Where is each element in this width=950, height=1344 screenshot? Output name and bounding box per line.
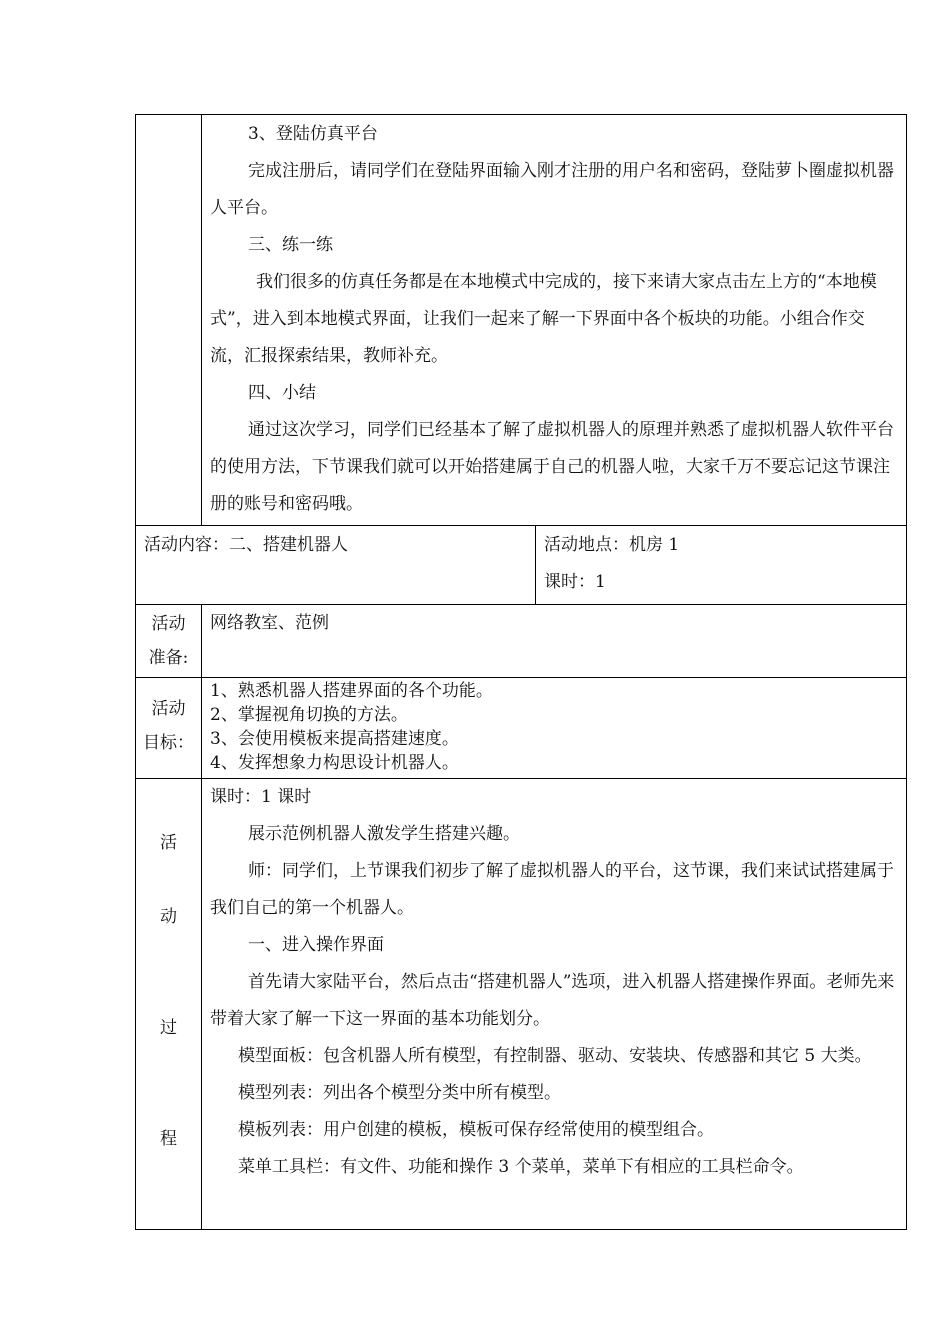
paragraph: 通过这次学习，同学们已经基本了解了虚拟机器人的原理并熟悉了虚拟机器人软件平台的使用方法，下节课我们就可以开始搭建属于自己的机器人啦，大家千万不要忘记这节课注册的账号和密码哦。 [210, 420, 894, 514]
table-row-preparation [136, 605, 907, 678]
paragraph: 完成注册后，请同学们在登陆界面输入刚才注册的用户名和密码，登陆萝卜圈虚拟机器人平台。 [210, 161, 894, 218]
activity-content: 活动内容：二、搭建机器人 [144, 535, 348, 555]
goals-label-line2: 目标： [143, 733, 194, 753]
goal-item: 4、发挥想象力构思设计机器人。 [210, 753, 459, 773]
process-label-char: 程 [160, 1129, 177, 1149]
paragraph: 模板列表：用户创建的模板，模板可保存经常使用的模型组合。 [238, 1120, 714, 1140]
goal-item: 2、掌握视角切换的方法。 [210, 705, 408, 725]
prep-value: 网络教室、范例 [210, 613, 329, 633]
table-row-goals [136, 678, 907, 779]
goal-item: 1、熟悉机器人搭建界面的各个功能。 [210, 681, 493, 701]
prep-label-cell [136, 605, 202, 678]
continuation-content-cell [202, 115, 907, 526]
section-heading: 三、练一练 [248, 235, 333, 255]
table-row-process [136, 779, 907, 1230]
paragraph: 展示范例机器人激发学生搭建兴趣。 [248, 824, 520, 844]
section-heading: 四、小结 [248, 383, 316, 403]
activity-content-cell [136, 526, 536, 605]
goals-label-cell [136, 678, 202, 779]
process-label-char: 活 [160, 833, 177, 853]
process-label-char: 过 [160, 1018, 177, 1038]
activity-location-cell [536, 526, 907, 605]
process-content-cell [202, 779, 907, 1230]
paragraph: 我们很多的仿真任务都是在本地模式中完成的，接下来请大家点击左上方的“本地模式”，进入到本地模式界面，让我们一起来了解一下界面中各个板块的功能。小组合作交流，汇报探索结果，教师补充。 [210, 272, 877, 366]
activity-hours: 课时：1 [544, 572, 606, 592]
paragraph: 模型列表：列出各个模型分类中所有模型。 [238, 1083, 561, 1103]
paragraph: 首先请大家陆平台，然后点击“搭建机器人”选项，进入机器人搭建操作界面。老师先来带着大家了解一下这一界面的基本功能划分。 [210, 972, 895, 1029]
section-heading: 一、进入操作界面 [248, 935, 384, 955]
goal-item: 3、会使用模板来提高搭建速度。 [210, 729, 459, 749]
lesson-plan-table [135, 114, 907, 1230]
table-row-continuation [136, 115, 907, 526]
blank-label-cell [136, 115, 202, 526]
paragraph: 菜单工具栏：有文件、功能和操作 3 个菜单，菜单下有相应的工具栏命令。 [238, 1157, 804, 1177]
table-row-activity [136, 526, 907, 605]
paragraph: 模型面板：包含机器人所有模型，有控制器、驱动、安装块、传感器和其它 5 大类。 [238, 1046, 872, 1066]
prep-label-line2: 准备: [148, 648, 189, 668]
goals-label-line1: 活动 [151, 699, 186, 719]
process-hours: 课时：1 课时 [210, 787, 312, 807]
process-label-char: 动 [160, 907, 177, 927]
paragraph: 师：同学们，上节课我们初步了解了虚拟机器人的平台，这节课，我们来试试搭建属于我们自己的第一个机器人。 [210, 861, 894, 918]
activity-location: 活动地点：机房 1 [544, 535, 680, 555]
prep-value-cell [202, 605, 907, 678]
process-label-cell [136, 779, 202, 1230]
step-heading: 3、登陆仿真平台 [248, 124, 378, 144]
prep-label-line1: 活动 [151, 614, 186, 634]
goals-list-cell [202, 678, 907, 779]
